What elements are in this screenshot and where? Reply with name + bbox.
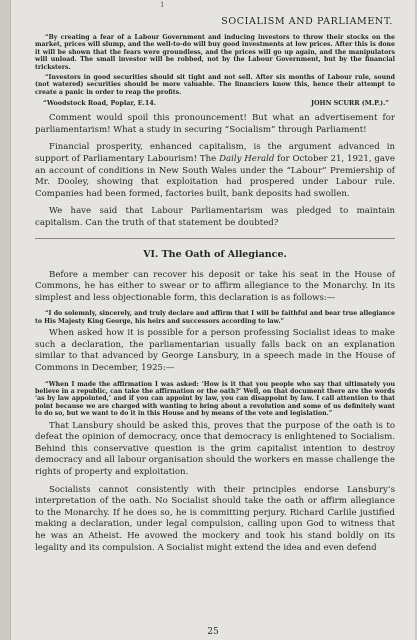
scurr-quote-paragraph-1: “By creating a fear of a Labour Government and inducing investors to throw their stocks on the market, prices will slump, and the well-to-do will buy good investments at low prices. After this is done it will be shown that the fears were groundless, and the prices will go up again, and the manipulators will unload. The small investor will be robbed, not by the Labour Government, but by the financial tricksters. (35, 34, 395, 71)
scurr-signature: JOHN SCURR (M.P.).” (310, 99, 389, 108)
running-header: SOCIALISM AND PARLIAMENT. (221, 16, 393, 27)
section-title: VI. The Oath of Allegiance. (143, 248, 287, 260)
scurr-address: “Woodstock Road, Poplar, E.14. (43, 99, 156, 108)
comment-paragraph: Comment would spoil this pronouncement! But what an advertisement for parliamentarism! What a study in securing “Socialism” through Parliament! (35, 113, 395, 135)
top-mark: 1 (160, 1, 165, 9)
scurr-quote-paragraph-2: “Investors in good securities should sit tight and not sell. After six months of Labour rule, sound (not watered) securities should be more valuable. The financiers know this, hence their attempt to create a panic in order to reap the profits. (35, 74, 395, 96)
section-divider (35, 238, 395, 239)
para2-start: Financial prosperity, enhanced capitalism, is the argument advanced in support of Parliamentary Labourism! The (35, 142, 395, 165)
purpose-of-oath-paragraph: That Lansbury should be asked this, proves that the purpose of the oath is to defeat the opinion of democracy, once that democracy is enlightened to Socialism. Behind this conservative question is the grim capitalist intention to destroy democracy and all labour organisation should the workers en masse challenge the rights of property and exploitation. (35, 420, 395, 477)
affirmation-quote: “I do solemnly, sincerely, and truly declare and affirm that I will be faithful and bear true allegiance to His Majesty King George, his heirs and successors according to law.” (35, 310, 395, 325)
scurr-quote-signature-line (43, 99, 389, 107)
financial-prosperity-paragraph (35, 142, 395, 200)
oath-intro-paragraph: Before a member can recover his deposit or take his seat in the House of Commons, he has either to swear or to affirm allegiance to the Monarchy. In its simplest and less objectionable form, this declaration is as follows:— (35, 269, 395, 303)
socialists-oath-paragraph: Socialists cannot consistently with their principles endorse Lansbury’s interpretation of the oath. No Socialist should take the oath or affirm allegiance to the Monarchy. If he does so, he is committing perjury. Richard Carlile justified making a declaration, under legal compulsion, calling upon God to witness that he was an Atheist. He avowed the mockery and took his stand boldly on its legality and its compulsion. A Socialist might extend the idea and even defend (35, 484, 395, 553)
para2-end: for October 21, 1921, gave an account of conditions in New South Wales under the “Labour” Premiership of Mr. Dooley, showing that exploitation had prospered under Labour rule. Companies had been formed, factories built, bank deposits had swollen. (35, 154, 395, 199)
page-number: 25 (207, 627, 219, 637)
document-page (10, 0, 415, 640)
daily-herald-title: Daily Herald (219, 154, 275, 165)
maintain-capitalism-paragraph: We have said that Labour Parliamentarism was pledged to maintain capitalism. Can the truth of that statement be doubted? (35, 206, 395, 228)
lansbury-intro-paragraph: When asked how it is possible for a person professing Socialist ideas to make such a declaration, the parliamentarian usually falls back on an explanation similar to that advanced by George Lansbury, in a speech made in the House of Commons in December, 1925:— (35, 328, 395, 373)
lansbury-quote: “When I made the affirmation I was asked: ‘How is it that you people who say that ultimately you believe in a republic, can take the affirmation or the oath?’ Well, on that document there are the words ‘as by law appointed,’ and if you can appoint by law, you can disappoint by law. I call attention to that point because we are charged with wanting to bring about a revolution and some of us definitely want to do so, but we want to do it in this House and by means of the vote and legislation.” (35, 380, 395, 418)
